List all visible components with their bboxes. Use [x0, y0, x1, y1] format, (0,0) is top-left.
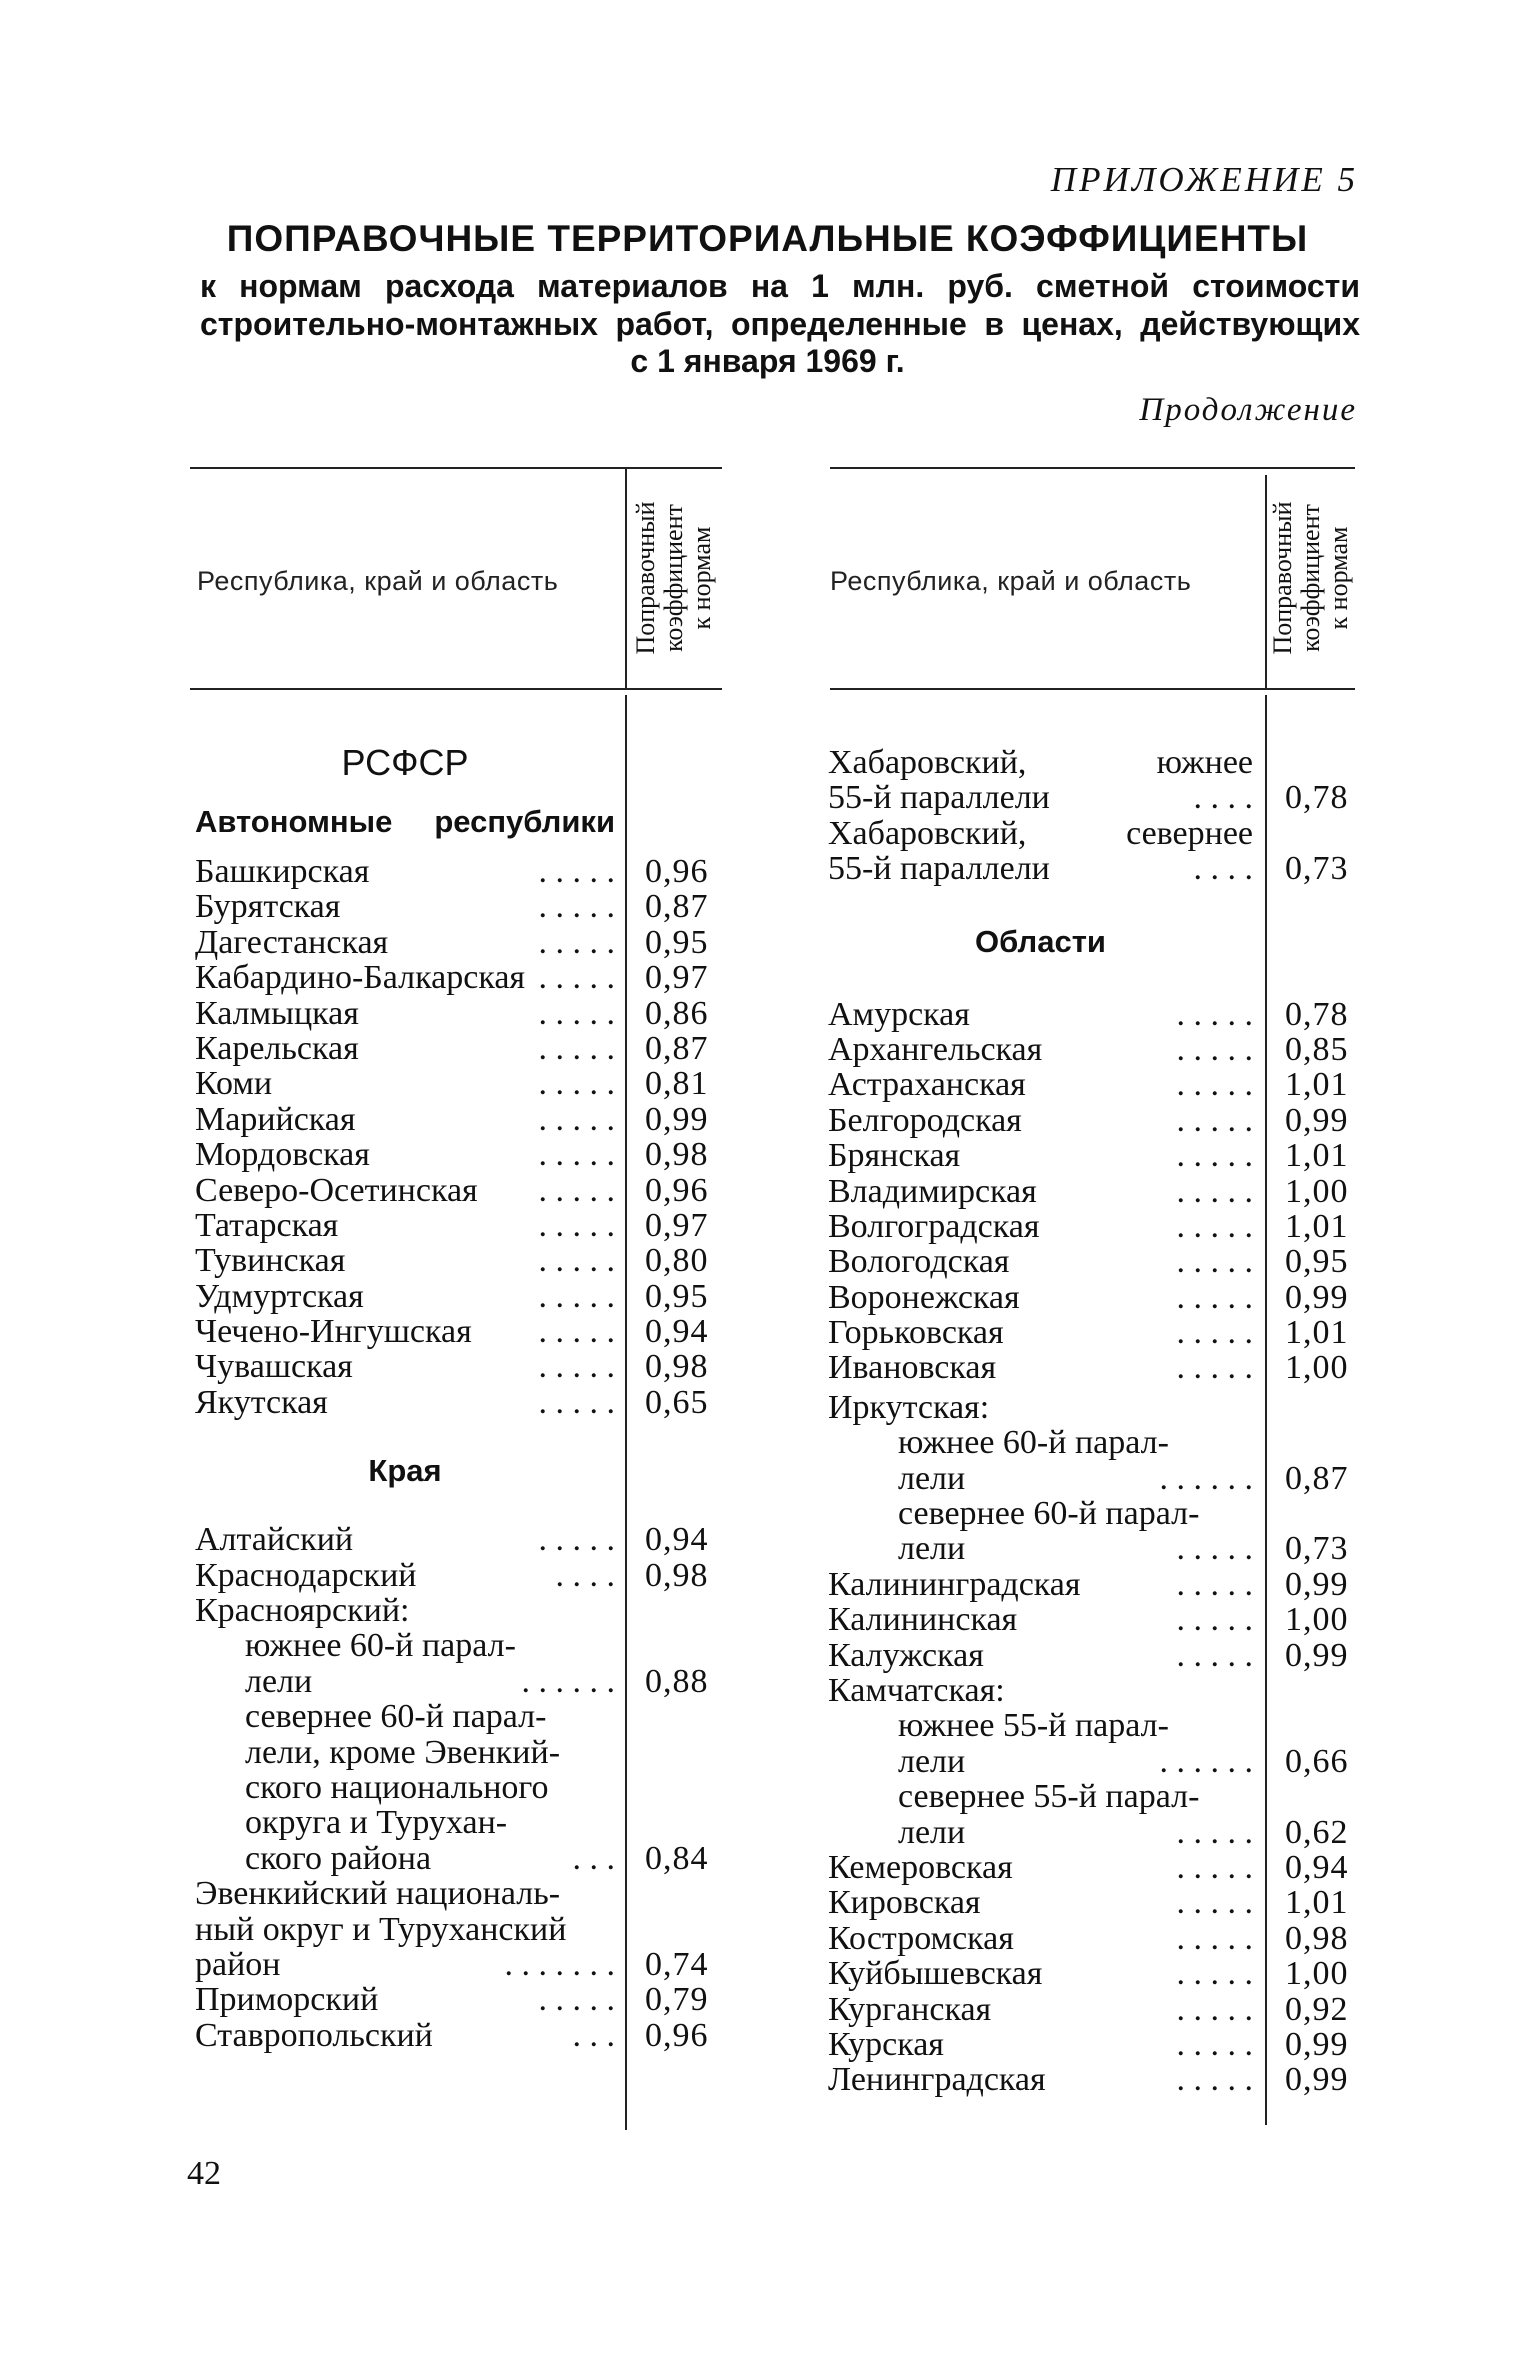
table-row: 55-й параллели . . . . 0,78: [828, 779, 1349, 817]
table-row: Астраханская . . . . . 1,01: [828, 1066, 1349, 1104]
coefficient-value: 0,99: [1285, 1278, 1349, 1316]
coefficient-value: 0,97: [645, 959, 709, 997]
region-name: Кировская: [828, 1884, 981, 1922]
table-row: Мордовская . . . . . 0,98: [195, 1136, 709, 1174]
krai-heading: Края: [368, 1453, 442, 1489]
coefficient-value: 0,98: [1285, 1919, 1349, 1957]
table-row: Калининская . . . . . 1,00: [828, 1601, 1349, 1639]
subtitle-line-3: с 1 января 1969 г.: [630, 343, 905, 379]
coefficient-value: 1,00: [1285, 1601, 1349, 1639]
table-row: лели . . . . . . 0,66: [898, 1742, 1349, 1780]
region-name: Кабардино-Балкарская: [195, 959, 526, 997]
coefficient-value: 1,00: [1285, 1955, 1349, 1993]
region-name: Калужская: [828, 1636, 984, 1674]
region-name: Куйбышевская: [828, 1955, 1043, 1993]
table-row: ный округ и Туруханский: [195, 1910, 567, 1948]
table-row: Карельская . . . . . 0,87: [195, 1029, 709, 1067]
coefficient-value: 0,87: [645, 1029, 709, 1067]
autonomous-republics-list: [195, 853, 709, 1421]
column-divider-right: [1265, 695, 1267, 2125]
table-row: Амурская . . . . . 0,78: [828, 995, 1349, 1033]
header-bottom-rule-right: [830, 688, 1355, 690]
table-row: Куйбышевская . . . . . 1,00: [828, 1955, 1349, 1993]
region-name: Северо-Осетинская: [195, 1171, 478, 1209]
region-name: Калининская: [828, 1601, 1018, 1639]
left-column: [195, 735, 709, 2054]
rsfsr-heading: РСФСР: [341, 742, 469, 783]
table-row: южнее 60-й парал-: [245, 1627, 516, 1665]
coefficient-value: 0,96: [645, 1171, 709, 1209]
table-row: Бурятская . . . . . 0,87: [195, 888, 709, 926]
coefficient-value: 1,01: [1285, 1137, 1349, 1175]
table-row: Татарская . . . . . 0,97: [195, 1206, 709, 1244]
region-name: Чувашская: [195, 1348, 353, 1386]
table-row: Воронежская . . . . . 0,99: [828, 1278, 1349, 1316]
table-row: Камчатская:: [828, 1671, 1005, 1709]
table-row: лели, кроме Эвенкий-: [245, 1733, 561, 1771]
region-name: Марийская: [195, 1100, 356, 1138]
table-top-rule-left: [190, 467, 722, 469]
table-row: Чечено-Ингушская . . . . . 0,94: [195, 1313, 709, 1351]
table-row: Марийская . . . . . 0,99: [195, 1100, 709, 1138]
region-name: Вологодская: [828, 1243, 1010, 1281]
region-name: Волгоградская: [828, 1207, 1040, 1245]
header-divider-right: [1265, 475, 1267, 688]
coefficient-value: 0,99: [1285, 1636, 1349, 1674]
table-row: лели . . . . . . 0,87: [898, 1459, 1349, 1497]
coefficient-value: 0,96: [645, 853, 709, 890]
coefficient-value: 0,94: [1285, 1848, 1349, 1886]
coefficient-value: 1,01: [1285, 1207, 1349, 1245]
region-name: Тувинская: [195, 1242, 346, 1280]
table-row: Владимирская . . . . . 1,00: [828, 1172, 1349, 1210]
region-name: Воронежская: [828, 1278, 1020, 1316]
coefficient-value: 0,99: [1285, 1101, 1349, 1139]
table-row: лели . . . . . . 0,88: [245, 1662, 709, 1700]
autonomous-republics-heading: Автономные республики: [195, 804, 615, 839]
coefficient-value: 0,80: [645, 1242, 709, 1280]
region-name: Ивановская: [828, 1349, 997, 1387]
table-row: округа и Турухан-: [245, 1804, 508, 1842]
table-row: Северо-Осетинская . . . . . 0,96: [195, 1171, 709, 1209]
page-title: ПОПРАВОЧНЫЕ ТЕРРИТОРИАЛЬНЫЕ КОЭФФИЦИЕНТЫ: [226, 218, 1309, 259]
region-name: Кемеровская: [828, 1848, 1013, 1886]
coefficient-value: 0,81: [645, 1065, 709, 1103]
table-row: лели . . . . . 0,73: [898, 1530, 1349, 1568]
region-name: Горьковская: [828, 1314, 1004, 1352]
region-name: Брянская: [828, 1137, 961, 1175]
table-row: Эвенкийский националь-: [195, 1875, 561, 1913]
coefficient-value: 0,95: [1285, 1243, 1349, 1281]
table-row: Кемеровская . . . . . 0,94: [828, 1848, 1349, 1886]
table-row: 55-й параллели . . . . 0,73: [828, 850, 1349, 888]
appendix-label: ПРИЛОЖЕНИЕ 5: [1050, 160, 1358, 199]
table-row: Волгоградская . . . . . 1,01: [828, 1207, 1349, 1245]
table-row: Якутская . . . . . 0,65: [195, 1383, 709, 1421]
table-row: Костромская . . . . . 0,98: [828, 1919, 1349, 1957]
table-row: Тувинская . . . . . 0,80: [195, 1242, 709, 1280]
table-top-rule-right: [830, 467, 1355, 469]
oblasts-list-c: [828, 1848, 1349, 2099]
oblasts-list-b: [828, 1565, 1349, 1674]
table-row: Башкирская . . . . . 0,96: [195, 853, 709, 890]
table-row: Горьковская . . . . . 1,01: [828, 1314, 1349, 1352]
coefficient-value: 0,99: [1285, 1565, 1349, 1603]
coefficient-value: 0,86: [645, 994, 709, 1032]
region-name: Коми: [195, 1065, 273, 1103]
coefficient-value: 0,95: [645, 923, 709, 961]
coefficient-value: 0,99: [1285, 2025, 1349, 2063]
page-number: 42: [187, 2155, 221, 2192]
region-name: Владимирская: [828, 1172, 1037, 1210]
continuation-label: Продолжение: [1139, 392, 1357, 428]
region-column-header-right: Республика, край и область: [830, 566, 1192, 596]
coefficient-column-header-left: Поправочный коэффициент к нормам: [631, 501, 716, 655]
table-row: Коми . . . . . 0,81: [195, 1065, 709, 1103]
table-row: Иркутская:: [828, 1388, 990, 1426]
table-row: севернее 60-й парал-: [898, 1495, 1200, 1533]
table-row: лели . . . . . 0,62: [898, 1813, 1349, 1851]
coefficient-value: 0,94: [645, 1313, 709, 1351]
oblasts-list-a: [828, 995, 1349, 1387]
table-row: Приморский . . . . . 0,79: [195, 1981, 709, 2019]
table-row: Ставропольский . . . 0,96: [195, 2016, 709, 2054]
region-name: Костромская: [828, 1919, 1014, 1957]
coefficient-value: 0,78: [1285, 995, 1349, 1033]
region-name: Мордовская: [195, 1136, 370, 1174]
table-row: южнее 55-й парал-: [898, 1707, 1169, 1745]
table-row: Брянская . . . . . 1,01: [828, 1137, 1349, 1175]
table-row: Белгородская . . . . . 0,99: [828, 1101, 1349, 1139]
region-name: Татарская: [195, 1206, 339, 1244]
table-row: Хабаровский, южнее: [828, 744, 1253, 781]
region-name: Курганская: [828, 1990, 992, 2028]
coefficient-column-header-right: Поправочный коэффициент к нормам: [1268, 501, 1353, 655]
coefficient-value: 0,98: [645, 1348, 709, 1386]
table-row: Удмуртская . . . . . 0,95: [195, 1277, 709, 1315]
table-row: район . . . . . . . 0,74: [195, 1945, 709, 1983]
coefficient-value: 1,01: [1285, 1314, 1349, 1352]
region-name: Удмуртская: [195, 1277, 364, 1315]
region-name: Калининградская: [828, 1565, 1081, 1603]
table-row: Кировская . . . . . 1,01: [828, 1884, 1349, 1922]
region-name: Бурятская: [195, 888, 341, 926]
table-row: Ивановская . . . . . 1,00: [828, 1349, 1349, 1387]
coefficient-value: 0,65: [645, 1383, 709, 1421]
region-name: Амурская: [828, 995, 970, 1033]
table-row: Красноярский:: [195, 1592, 410, 1630]
region-name: Ленинградская: [828, 2061, 1046, 2099]
table-row: Архангельская . . . . . 0,85: [828, 1030, 1349, 1068]
table-row: южнее 60-й парал-: [898, 1424, 1169, 1462]
coefficient-value: 0,99: [645, 1100, 709, 1138]
region-name: Якутская: [195, 1383, 328, 1421]
coefficient-value: 0,87: [645, 888, 709, 926]
coefficient-value: 1,01: [1285, 1884, 1349, 1922]
table-row: Хабаровский, севернее: [828, 814, 1253, 852]
coefficient-value: 0,85: [1285, 1030, 1349, 1068]
table-row: Дагестанская . . . . . 0,95: [195, 923, 709, 961]
table-row: Курганская . . . . . 0,92: [828, 1990, 1349, 2028]
coefficient-value: 0,97: [645, 1206, 709, 1244]
table-row: ского района . . . 0,84: [245, 1839, 709, 1877]
subtitle-line-1: к нормам расхода материалов на 1 млн. руб. сметной стоимости: [200, 268, 1360, 304]
region-name: Белгородская: [828, 1101, 1022, 1139]
coefficient-value: 0,98: [645, 1136, 709, 1174]
coefficient-value: 1,00: [1285, 1349, 1349, 1387]
region-name: Башкирская: [195, 853, 370, 890]
table-row: Калужская . . . . . 0,99: [828, 1636, 1349, 1674]
table-row: Чувашская . . . . . 0,98: [195, 1348, 709, 1386]
right-column: [828, 744, 1349, 2099]
region-name: Курская: [828, 2025, 944, 2063]
region-name: Калмыцкая: [195, 994, 359, 1032]
region-name: Дагестанская: [195, 923, 389, 961]
column-divider-left: [625, 695, 627, 2130]
table-row: ского национального: [245, 1768, 549, 1806]
coefficient-value: 1,00: [1285, 1172, 1349, 1210]
coefficient-value: 0,99: [1285, 2061, 1349, 2099]
region-name: Архангельская: [828, 1030, 1043, 1068]
coefficient-value: 0,95: [645, 1277, 709, 1315]
table-row: Кабардино-Балкарская . . . . . 0,97: [195, 959, 709, 997]
coefficient-value: 0,92: [1285, 1990, 1349, 2028]
region-name: Чечено-Ингушская: [195, 1313, 472, 1351]
table-row: Краснодарский . . . . 0,98: [195, 1556, 709, 1594]
oblasts-heading: Области: [975, 923, 1106, 959]
subtitle-line-2: строительно-монтажных работ, определенные в ценах, действующих: [200, 306, 1360, 342]
table-row: севернее 60-й парал-: [245, 1698, 547, 1736]
region-name: Карельская: [195, 1029, 359, 1067]
region-column-header-left: Республика, край и область: [197, 566, 559, 596]
table-row: севернее 55-й парал-: [898, 1778, 1200, 1816]
table-row: Вологодская . . . . . 0,95: [828, 1243, 1349, 1281]
table-row: Курская . . . . . 0,99: [828, 2025, 1349, 2063]
table-row: Калмыцкая . . . . . 0,86: [195, 994, 709, 1032]
table-row: Алтайский . . . . . 0,94: [195, 1521, 709, 1559]
coefficient-value: 1,01: [1285, 1066, 1349, 1104]
region-name: Астраханская: [828, 1066, 1026, 1104]
table-row: Ленинградская . . . . . 0,99: [828, 2061, 1349, 2099]
table-row: Калининградская . . . . . 0,99: [828, 1565, 1349, 1603]
header-divider-left: [625, 467, 627, 688]
header-bottom-rule-left: [190, 688, 722, 690]
